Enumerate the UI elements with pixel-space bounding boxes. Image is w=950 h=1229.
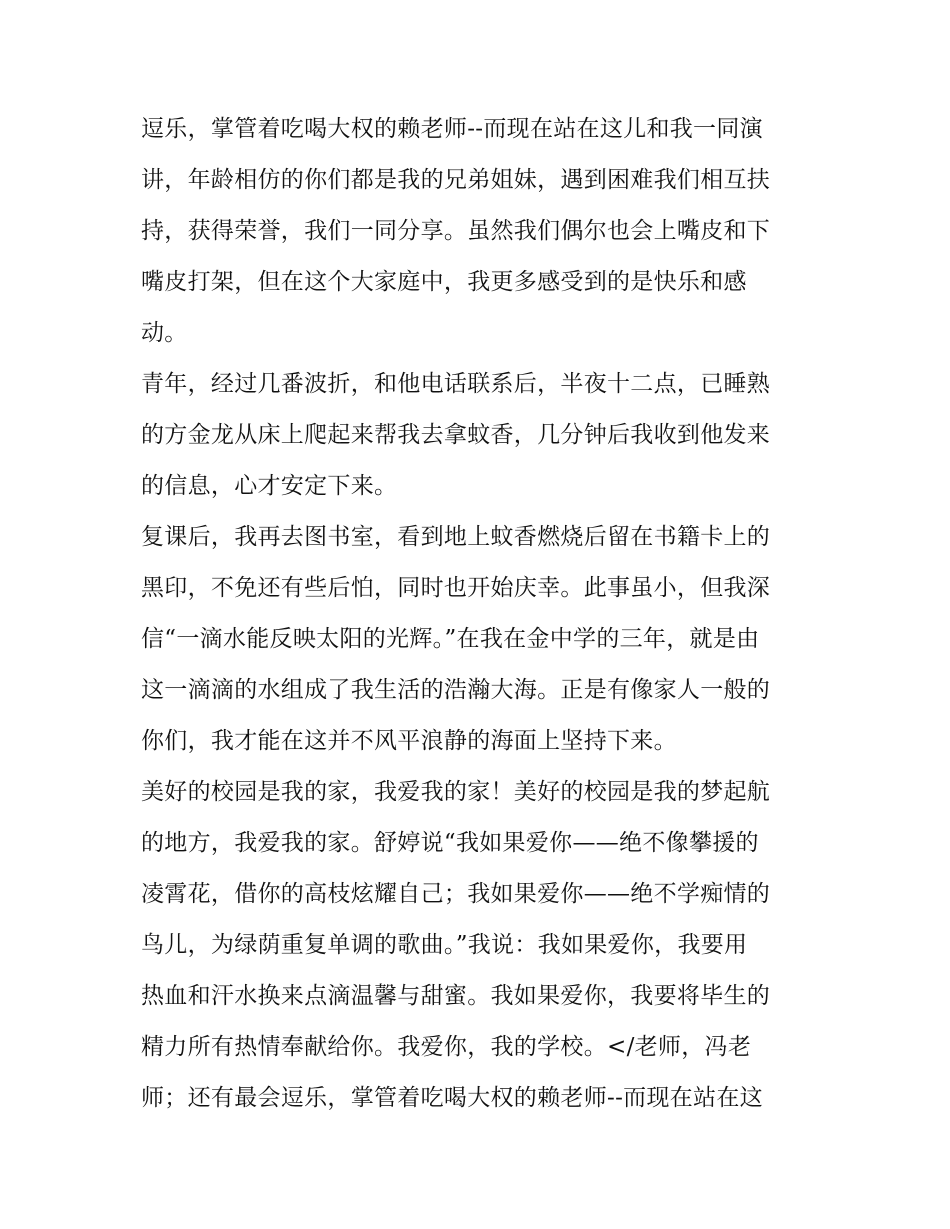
text-line: 的地方，我爱我的家。舒婷说“我如果爱你——绝不像攀援的 — [141, 830, 759, 856]
text-line: 讲，年龄相仿的你们都是我的兄弟姐妹，遇到困难我们相互扶 — [141, 167, 771, 193]
text-line: 黑印，不免还有些后怕，同时也开始庆幸。此事虽小，但我深 — [141, 575, 771, 601]
text-line: 师；还有最会逗乐，掌管着吃喝大权的赖老师--而现在站在这 — [141, 1085, 763, 1111]
text-line: 精力所有热情奉献给你。我爱你，我的学校。</老师，冯老 — [141, 1034, 752, 1060]
text-line: 的信息，心才安定下来。 — [141, 473, 398, 499]
text-line: 持，获得荣誉，我们一同分享。虽然我们偶尔也会上嘴皮和下 — [141, 218, 771, 244]
text-line: 的方金龙从床上爬起来帮我去拿蚊香，几分钟后我收到他发来 — [141, 422, 771, 448]
text-line: 青年，经过几番波折，和他电话联系后，半夜十二点，已睡熟 — [141, 371, 771, 397]
text-line: 逗乐，掌管着吃喝大权的赖老师--而现在站在这儿和我一同演 — [141, 116, 763, 142]
text-line: 凌霄花，借你的高枝炫耀自己；我如果爱你——绝不学痴情的 — [141, 881, 771, 907]
text-line: 嘴皮打架，但在这个大家庭中，我更多感受到的是快乐和感 — [141, 269, 747, 295]
text-line: 信“一滴水能反映太阳的光辉。”在我在金中学的三年，就是由 — [141, 626, 760, 652]
text-line: 复课后，我再去图书室，看到地上蚊香燃烧后留在书籍卡上的 — [141, 524, 771, 550]
text-line: 这一滴滴的水组成了我生活的浩瀚大海。正是有像家人一般的 — [141, 677, 771, 703]
text-line: 热血和汗水换来点滴温馨与甜蜜。我如果爱你，我要将毕生的 — [141, 983, 771, 1009]
text-line: 美好的校园是我的家，我爱我的家！美好的校园是我的梦起航 — [141, 779, 771, 805]
text-line: 动。 — [141, 320, 188, 346]
document-body — [141, 104, 821, 1124]
text-line: 你们，我才能在这并不风平浪静的海面上坚持下来。 — [141, 728, 677, 754]
text-line: 鸟儿，为绿荫重复单调的歌曲。”我说：我如果爱你，我要用 — [141, 932, 748, 958]
